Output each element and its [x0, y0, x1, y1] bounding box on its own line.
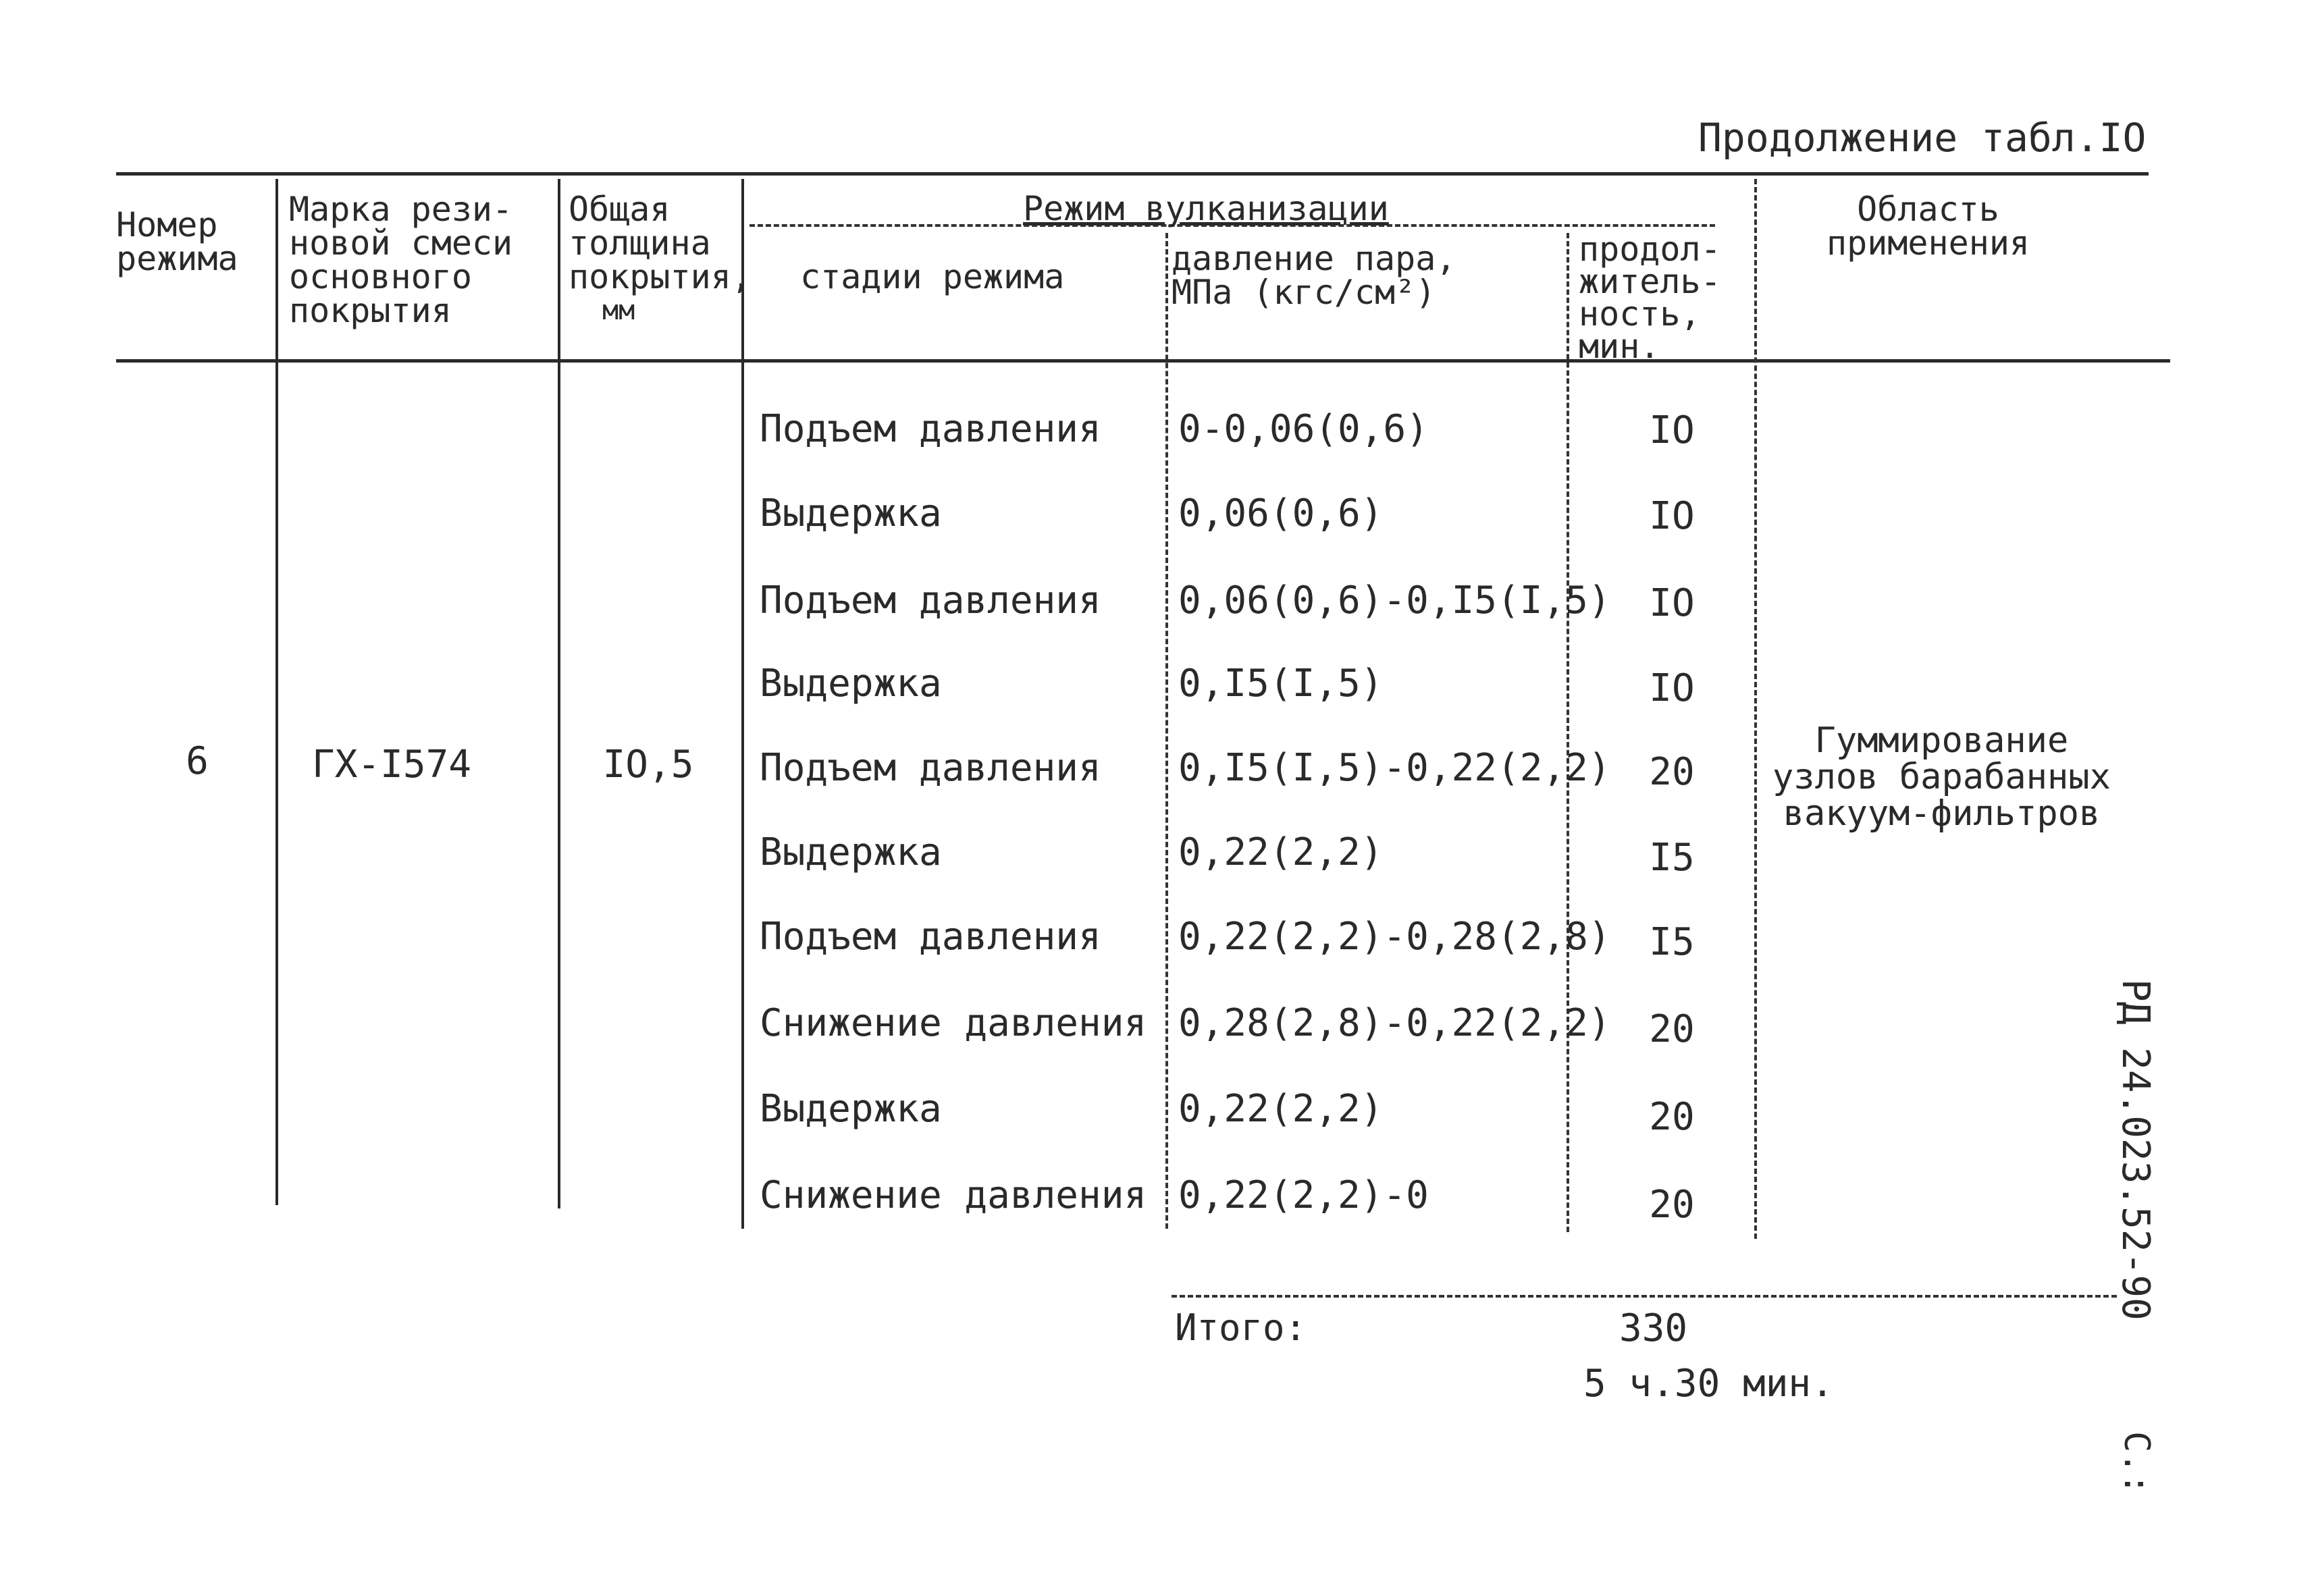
- total-minutes: 330: [1619, 1306, 1688, 1350]
- stage-name: Выдержка: [760, 1087, 942, 1131]
- stage-pressure: 0,22(2,2)-0,28(2,8): [1178, 915, 1611, 959]
- header-mode-number: Номер режима: [116, 205, 238, 278]
- stage-name: Снижение давления: [760, 1001, 1147, 1045]
- stage-name: Подъем давления: [760, 746, 1101, 790]
- stage-pressure: 0,28(2,8)-0,22(2,2): [1178, 1001, 1611, 1045]
- stage-duration: IO: [1649, 494, 1695, 538]
- header-vulcanization-group: Режим вулканизации: [1023, 189, 1389, 228]
- stage-duration: 20: [1649, 1183, 1695, 1227]
- stage-pressure: 0,I5(I,5)-0,22(2,2): [1178, 746, 1611, 790]
- stage-pressure: 0-0,06(0,6): [1178, 407, 1429, 451]
- stage-duration: I5: [1649, 836, 1695, 880]
- stage-name: Подъем давления: [760, 407, 1101, 451]
- stage-pressure: 0,06(0,6)-0,I5(I,5): [1178, 579, 1611, 622]
- header-rubber-brand: Марка рези- новой смеси основного покрытия: [289, 190, 513, 330]
- stage-duration: IO: [1649, 666, 1695, 710]
- total-hours-minutes: 5 ч.30 мин.: [1583, 1362, 1834, 1406]
- rubber-brand-value: ГХ-I574: [311, 743, 472, 787]
- col-divider-1: [275, 179, 278, 1205]
- side-page-number: С.:: [2116, 1431, 2157, 1495]
- stage-pressure: 0,22(2,2)-0: [1178, 1173, 1429, 1217]
- stage-duration: 20: [1649, 1007, 1695, 1051]
- stage-duration: IO: [1649, 408, 1695, 452]
- stage-name: Подъем давления: [760, 579, 1101, 622]
- header-duration: продол- житель- ность, мин.: [1579, 230, 1721, 366]
- table-top-rule: [116, 172, 2149, 176]
- total-label: Итого:: [1175, 1306, 1307, 1349]
- stage-duration: IO: [1649, 581, 1695, 625]
- header-application: Область применения: [1826, 190, 2030, 263]
- col-divider-3: [741, 179, 744, 1229]
- header-stages: стадии режима: [800, 257, 1065, 296]
- side-document-code: РД 24.023.52-90: [2113, 979, 2157, 1321]
- col-divider-2: [558, 179, 560, 1208]
- stage-duration: 20: [1649, 1095, 1695, 1139]
- thickness-value: IO,5: [602, 743, 694, 787]
- stage-pressure: 0,06(0,6): [1178, 491, 1384, 535]
- stage-pressure: 0,22(2,2): [1178, 1087, 1384, 1131]
- header-thickness: Общая толщина покрытия, мм: [569, 190, 752, 326]
- continuation-label: Продолжение табл.IO: [1698, 115, 2147, 161]
- application-value: Гуммирование узлов барабанных вакуум-фильтров: [1772, 720, 2111, 834]
- stage-duration: 20: [1649, 750, 1695, 794]
- total-dash: [1172, 1295, 2117, 1298]
- stage-name: Подъем давления: [760, 915, 1101, 959]
- col-divider-4: [1165, 233, 1168, 1229]
- col-divider-6: [1754, 179, 1757, 1239]
- stage-pressure: 0,22(2,2): [1178, 830, 1384, 874]
- col-divider-5: [1567, 233, 1569, 1232]
- mode-number-value: 6: [186, 739, 209, 783]
- stage-pressure: 0,I5(I,5): [1178, 662, 1384, 706]
- stage-name: Снижение давления: [760, 1173, 1147, 1217]
- stage-duration: I5: [1649, 920, 1695, 964]
- header-pressure: давление пара, МПа (кгс/см²): [1172, 239, 1456, 312]
- header-bottom-rule: [116, 359, 2170, 363]
- stage-name: Выдержка: [760, 830, 942, 874]
- stage-name: Выдержка: [760, 491, 942, 535]
- stage-name: Выдержка: [760, 662, 942, 706]
